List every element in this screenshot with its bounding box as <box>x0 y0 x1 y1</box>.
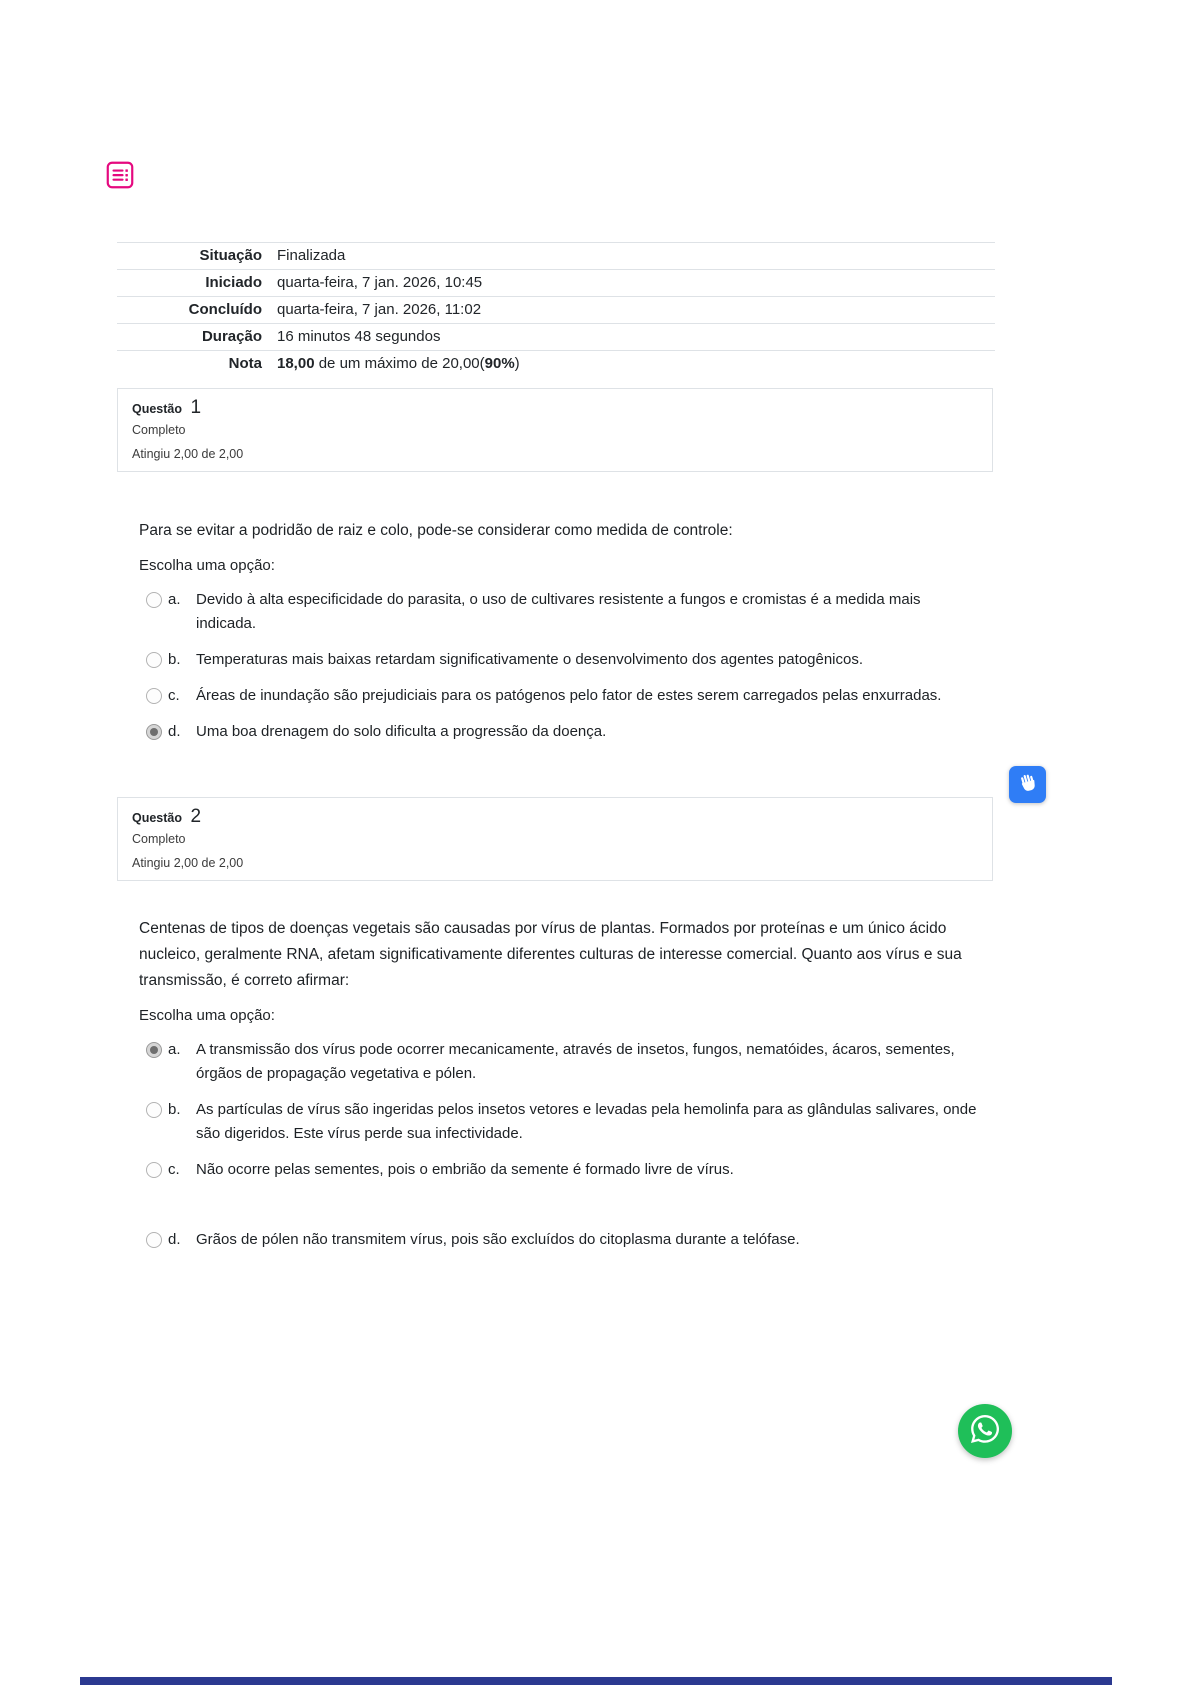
answer-option-a[interactable] <box>139 588 977 636</box>
radio-button[interactable] <box>146 1042 162 1058</box>
option-text: As partículas de vírus são ingeridas pelos insetos vetores e levadas pela hemolinfa para as glândulas salivares, onde são digeridos. Este vírus perde sua infectividade. <box>196 1101 977 1142</box>
summary-grade-value <box>262 355 995 372</box>
grade-percent: 90% <box>484 355 515 372</box>
option-text: Grãos de pólen não transmitem vírus, pois são excluídos do citoplasma durante a telófase. <box>196 1231 800 1248</box>
summary-label: Concluído <box>188 301 262 318</box>
summary-row-duracao <box>117 323 995 350</box>
question-status: Completo <box>132 423 186 437</box>
option-letter: c. <box>168 1161 180 1178</box>
summary-value: Finalizada <box>277 247 346 264</box>
option-text: Áreas de inundação são prejudiciais para os patógenos pelo fator de estes serem carregados pelas enxurradas. <box>196 687 942 704</box>
option-text: Devido à alta especificidade do parasita, o uso de cultivares resistente a fungos e cromistas é a medida mais indicada. <box>196 591 921 632</box>
question-grade: Atingiu 2,00 de 2,00 <box>132 447 244 461</box>
answer-option-c[interactable] <box>139 684 977 708</box>
summary-label: Situação <box>199 247 262 264</box>
radio-button[interactable] <box>146 1102 162 1118</box>
option-letter: d. <box>168 723 181 740</box>
choose-option-label: Escolha uma opção: <box>139 1007 275 1024</box>
radio-button[interactable] <box>146 652 162 668</box>
summary-row-iniciado <box>117 269 995 296</box>
option-letter: b. <box>168 651 181 668</box>
question-label: Questão <box>132 811 183 825</box>
summary-value: 16 minutos 48 segundos <box>277 328 441 345</box>
answer-options <box>139 588 977 744</box>
whatsapp-button[interactable] <box>958 1404 1012 1458</box>
answer-option-b[interactable] <box>139 648 977 672</box>
radio-button[interactable] <box>146 1232 162 1248</box>
question-number: 2 <box>190 806 202 827</box>
radio-button[interactable] <box>146 688 162 704</box>
option-text: A transmissão dos vírus pode ocorrer mecanicamente, através de insetos, fungos, nematóides, ácaros, sementes, órgãos de propagação vegetativa e pólen. <box>196 1041 955 1082</box>
whatsapp-icon <box>969 1413 1001 1450</box>
choose-option-label: Escolha uma opção: <box>139 557 275 574</box>
option-letter: a. <box>168 591 181 608</box>
summary-row-situacao <box>117 242 995 269</box>
footer-bar <box>80 1677 1112 1685</box>
option-letter: c. <box>168 687 180 704</box>
option-letter: a. <box>168 1041 181 1058</box>
option-text: Temperaturas mais baixas retardam significativamente o desenvolvimento dos agentes patogênicos. <box>196 651 864 668</box>
question-number: 1 <box>190 397 202 418</box>
question-2-content <box>139 916 981 1264</box>
grade-end-text: ) <box>514 355 520 372</box>
accessibility-widget-button[interactable] <box>1009 766 1046 803</box>
question-2-info-box <box>117 797 993 881</box>
option-letter: d. <box>168 1231 181 1248</box>
answer-option-d[interactable] <box>139 1228 981 1252</box>
summary-label: Iniciado <box>205 274 262 291</box>
question-status: Completo <box>132 832 186 846</box>
answer-option-a[interactable] <box>139 1038 981 1086</box>
question-label: Questão <box>132 402 183 416</box>
question-1-content <box>139 518 977 756</box>
question-grade: Atingiu 2,00 de 2,00 <box>132 856 244 870</box>
grade-score: 18,00 <box>277 355 315 372</box>
answer-option-b[interactable] <box>139 1098 981 1146</box>
attempt-summary-table <box>117 242 995 377</box>
option-text: Não ocorre pelas sementes, pois o embrião da semente é formado livre de vírus. <box>196 1161 734 1178</box>
answer-options <box>139 1038 981 1252</box>
answer-option-d[interactable] <box>139 720 977 744</box>
summary-row-nota <box>117 350 995 377</box>
question-1-info-box <box>117 388 993 472</box>
question-prompt: Centenas de tipos de doenças vegetais são causadas por vírus de plantas. Formados por proteínas e um único ácido nucleico, geralmente RNA, afetam significativamente diferentes culturas de interesse comercial. Quanto aos vírus e sua transmissão, é correto afirmar: <box>139 920 962 989</box>
option-text: Uma boa drenagem do solo dificulta a progressão da doença. <box>196 723 607 740</box>
summary-value: quarta-feira, 7 jan. 2026, 10:45 <box>277 274 483 291</box>
summary-value: quarta-feira, 7 jan. 2026, 11:02 <box>277 301 482 318</box>
summary-label: Duração <box>201 328 262 345</box>
answer-option-c[interactable] <box>139 1158 981 1182</box>
radio-button[interactable] <box>146 1162 162 1178</box>
option-letter: b. <box>168 1101 181 1118</box>
grade-mid-text: de um máximo de 20,00( <box>314 355 485 372</box>
radio-button[interactable] <box>146 592 162 608</box>
quiz-icon <box>106 161 134 189</box>
summary-label: Nota <box>228 355 262 372</box>
accessibility-hand-icon <box>1017 771 1039 798</box>
question-title <box>132 397 978 420</box>
radio-button[interactable] <box>146 724 162 740</box>
summary-row-concluido <box>117 296 995 323</box>
question-prompt: Para se evitar a podridão de raiz e colo, pode-se considerar como medida de controle: <box>139 522 733 539</box>
question-title <box>132 806 978 829</box>
